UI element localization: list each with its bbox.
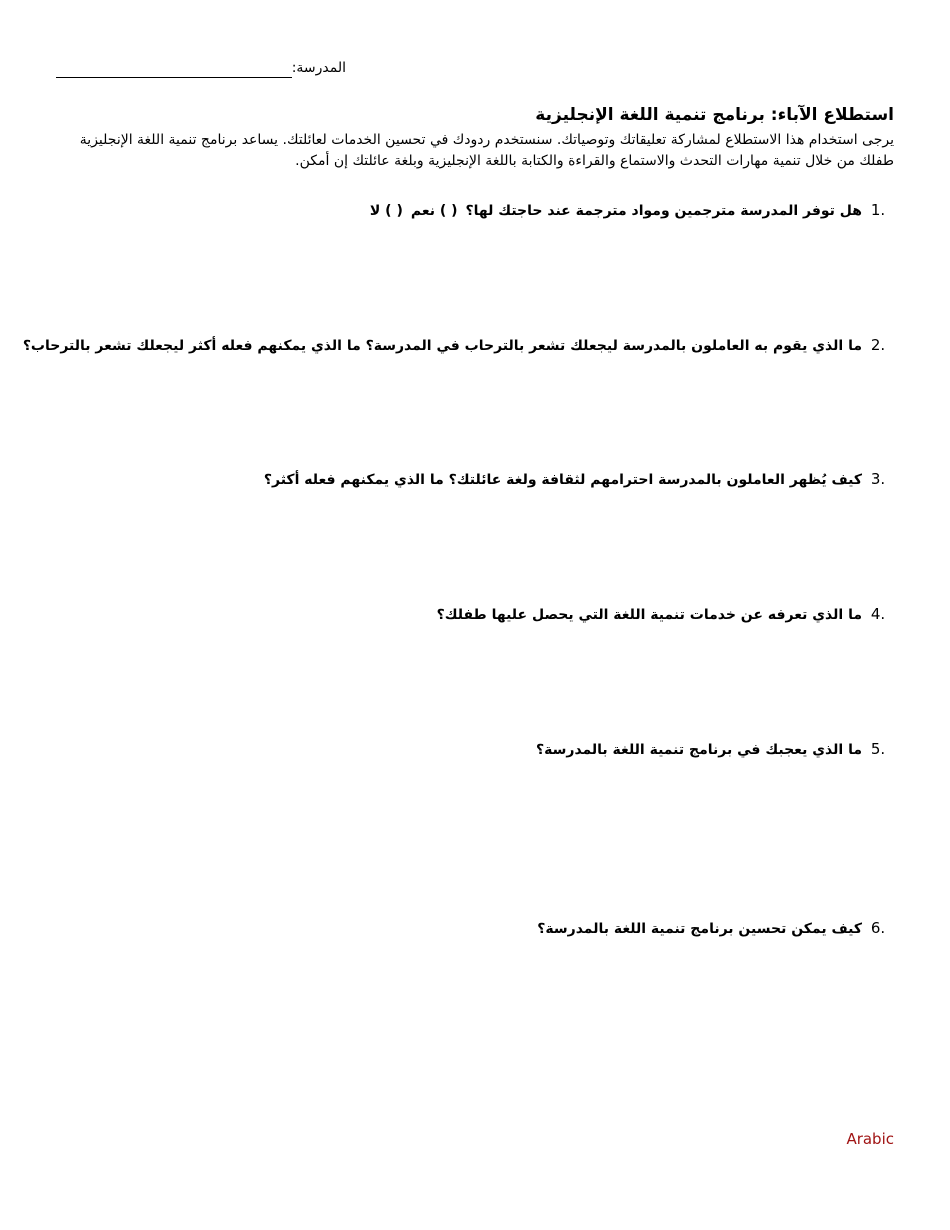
question-number: 2. <box>870 336 886 354</box>
question-3 <box>56 469 894 490</box>
question-1 <box>56 200 894 221</box>
question-number: 3. <box>870 470 886 488</box>
question-text: كيف يمكن تحسين برنامج تنمية اللغة بالمدرسة؟ <box>537 921 862 937</box>
question-number: 5. <box>870 740 886 758</box>
option-yes[interactable]: ( ) نعم <box>410 203 458 219</box>
school-blank-line[interactable] <box>56 59 292 78</box>
survey-title: استطلاع الآباء: برنامج تنمية اللغة الإنجليزية <box>535 105 894 125</box>
question-text: ما الذي تعرفه عن خدمات تنمية اللغة التي يحصل عليها طفلك؟ <box>436 607 862 623</box>
school-field <box>56 56 346 78</box>
question-text: ما الذي يعجبك في برنامج تنمية اللغة بالمدرسة؟ <box>536 742 862 758</box>
question-5 <box>56 739 894 760</box>
question-number: 4. <box>870 605 886 623</box>
survey-intro: يرجى استخدام هذا الاستطلاع لمشاركة تعليقاتك وتوصياتك. سنستخدم ردودك في تحسين الخدمات لعائلتك. يساعد برنامج تنمية اللغة الإنجليزية طفلك من خلال تنمية مهارات التحدث والاستماع والقراءة والكتابة باللغة الإنجليزية وبلغة عائلتك إن أمكن. <box>79 132 894 169</box>
question-text: ما الذي يقوم به العاملون بالمدرسة ليجعلك تشعر بالترحاب في المدرسة؟ ما الذي يمكنهم فعله أكثر ليجعلك تشعر بالترحاب؟ <box>22 338 862 354</box>
question-text: كيف يُظهر العاملون بالمدرسة احترامهم لثقافة ولغة عائلتك؟ ما الذي يمكنهم فعله أكثر؟ <box>263 472 862 488</box>
question-4 <box>56 604 894 625</box>
question-number: 6. <box>870 919 886 937</box>
school-label: المدرسة: <box>291 60 346 76</box>
question-6 <box>56 918 894 939</box>
option-no[interactable]: ( ) لا <box>369 203 403 219</box>
question-2 <box>22 335 894 356</box>
question-text: هل توفر المدرسة مترجمين ومواد مترجمة عند حاجتك لها؟ <box>465 203 862 219</box>
question-number: 1. <box>870 201 886 219</box>
language-footer: Arabic <box>846 1130 894 1148</box>
